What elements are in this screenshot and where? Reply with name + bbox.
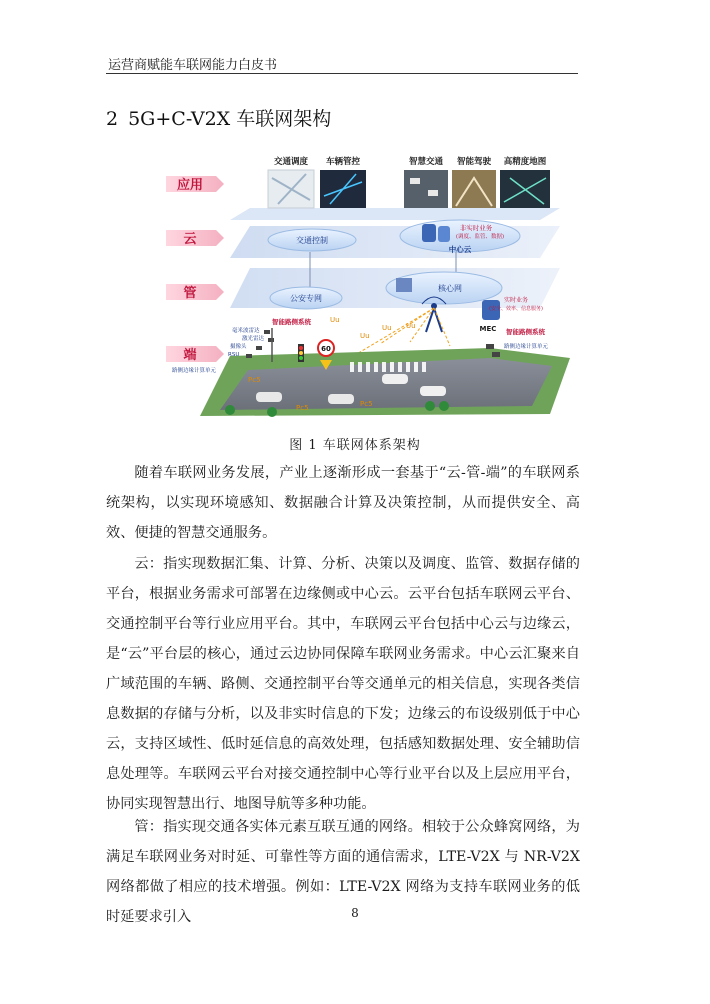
edge-right-label: 路侧边缘计算单元 (504, 344, 549, 350)
layer-label-end: 端 (183, 348, 197, 363)
figure-caption: 图 1 车联网体系架构 (289, 438, 421, 453)
page-number: 8 (351, 906, 359, 920)
section-heading (106, 104, 331, 131)
layer-tag-pipe (166, 284, 224, 301)
app-thumbnails (268, 170, 550, 208)
layer-tag-end (166, 346, 224, 363)
uu-label-2: Uu (360, 332, 370, 340)
traffic-control-cloud (268, 229, 356, 251)
paragraph-cloud (106, 549, 580, 819)
layer-tag-app (166, 176, 224, 193)
header-rule (106, 73, 578, 74)
non-realtime-detail: (调度、监管、数据) (455, 234, 505, 240)
center-cloud-label: 中心云 (448, 245, 472, 254)
layer-label-app: 应用 (176, 178, 204, 193)
layer-label-cloud: 云 (183, 232, 197, 247)
uu-label-1: Uu (330, 316, 340, 324)
app-label-hd-map: 高精度地图 (503, 157, 547, 167)
speed-sign-value: 60 (321, 345, 331, 353)
radar-label: 毫米波雷达 (232, 328, 260, 334)
paragraph-intro-text: 随着车联网业务发展，产业上逐渐形成一套基于“云-管-端”的车联网系统架构，以实现环境感知、数据融合计算及决策控制，从而提供安全、高效、便捷的智慧交通服务。 (106, 465, 580, 541)
app-label-dispatch: 交通调度 (273, 157, 309, 167)
core-network-label: 核心网 (438, 284, 462, 293)
lidar-label: 激光雷达 (242, 336, 265, 342)
traffic-control-label: 交通控制 (296, 236, 328, 245)
realtime-detail: (安全、效率、信息服务) (489, 306, 543, 312)
section-title: 5G+C-V2X 车联网架构 (128, 108, 332, 130)
pc5-label-1: Pc5 (248, 376, 261, 384)
mec-label: MEC (479, 325, 497, 333)
paragraph-cloud-text: 云：指实现数据汇集、计算、分析、决策以及调度、监管、数据存储的平台，根据业务需求可部署在边缘侧或中心云。云平台包括车联网云平台、交通控制平台等行业应用平台。其中，车联网云平台包括中心云与边缘云，是“云”平台层的核心，通过云边协同保障车联网业务需求。中心云汇聚来自广域范围的车辆、路侧、交通控制平台等交通单元的相关信息，实现各类信息数据的存储与分析，以及非实时信息的下发；边缘云的布设级别低于中心云，支持区域性、低时延信息的高效处理，包括感知数据处理、安全辅助信息处理等。车联网云平台对接交通控制中心等行业平台以及上层应用平台，协同实现智慧出行、地图导航等多种功能。 (106, 556, 580, 812)
architecture-figure (160, 148, 580, 426)
realtime-label: 实时业务 (503, 297, 529, 304)
camera-label: 摄像头 (230, 344, 247, 350)
paragraph-pipe-text: 管：指实现交通各实体元素互联互通的网络。相较于公众蜂窝网络，为满足车联网业务对时延、可靠性等方面的通信需求，LTE-V2X 与 NR-V2X 网络都做了相应的技术增强。例如：LTE-V2X 网络为支持车联网业务的低时延要求引入 (106, 819, 580, 925)
running-header: 运营商赋能车联网能力白皮书 (108, 58, 278, 73)
non-realtime-label: 非实时业务 (459, 224, 493, 232)
layer-label-pipe: 管 (183, 286, 197, 301)
pc5-label-2: Pc5 (296, 404, 309, 412)
pc5-label-3: Pc5 (360, 400, 373, 408)
traffic-light-icon (298, 344, 304, 362)
section-number: 2 (106, 108, 119, 130)
police-network-cloud (270, 287, 342, 309)
paragraph-intro (106, 458, 580, 548)
uu-label-3: Uu (382, 324, 392, 332)
app-label-vehicle-control: 车辆管控 (325, 157, 361, 167)
roadside-right-label: 智能路侧系统 (506, 328, 545, 336)
edge-left-label: 路侧边缘计算单元 (172, 368, 217, 374)
app-label-smart-driving: 智能驾驶 (456, 157, 492, 167)
roadside-left-label: 智能路侧系统 (272, 318, 311, 326)
app-label-smart-traffic: 智慧交通 (408, 157, 444, 167)
police-network-label: 公安专网 (290, 294, 322, 303)
uu-label-4: Uu (406, 322, 416, 330)
app-plane (230, 208, 560, 220)
rsu-label: RSU (228, 352, 240, 358)
core-network-cloud (386, 272, 502, 304)
layer-tag-cloud (166, 230, 224, 247)
